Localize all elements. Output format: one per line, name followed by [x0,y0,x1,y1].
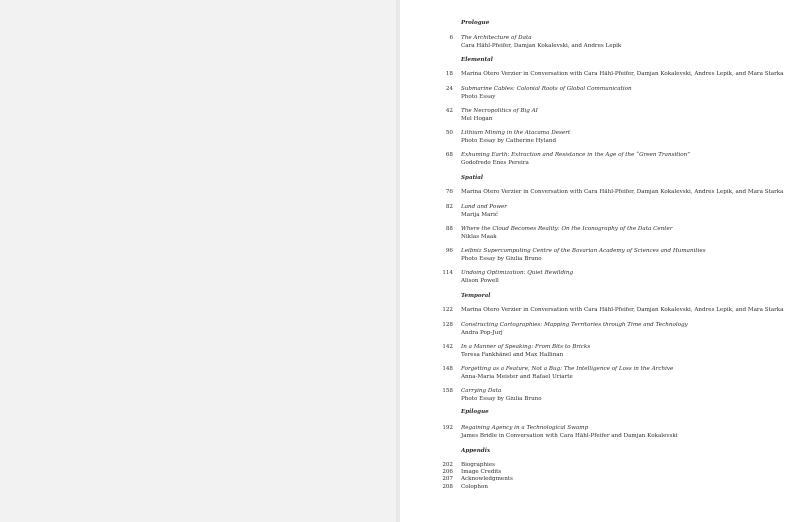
entry-credit: Teresa Fankhänel and Max Hallinan [461,352,564,358]
page-number: 142 [442,344,453,350]
page-number: 192 [442,425,453,431]
appendix-title: Image Credits [461,469,502,475]
entry-title: Lithium Mining in the Atacama Desert [461,130,571,136]
entry-credit: Photo Essay [461,94,496,100]
page-number: 24 [445,86,453,92]
page-number: 96 [445,248,453,254]
page-number: 208 [442,484,453,490]
entry-title: The Architecture of Data [461,35,532,41]
entry-credit: Anna-Maria Meister and Rafael Uriarte [461,374,573,380]
page-number: 114 [442,270,453,276]
entry-title: Where the Cloud Becomes Reality: On the Iconography of the Data Center [461,226,673,232]
page-number: 202 [442,462,453,468]
entry-title: Submarine Cables: Colonial Roots of Global Communication [461,86,632,92]
entry-credit: Godofredo Enes Pereira [461,160,529,166]
entry-title: Exhuming Earth: Extraction and Resistance in the Age of the “Green Transition” [461,152,691,158]
page-number: 88 [445,226,453,232]
page-number: 42 [445,108,453,114]
right-page [400,0,800,522]
entry-title: Marina Otero Verzier in Conversation with Cara Hähl-Pfeifer, Damjan Kokalevski, Andres Lepik, and Mara Starka [461,307,784,313]
entry-credit: Alison Powell [461,278,499,284]
entry-title: Land and Power [461,204,507,210]
section-heading: Temporal [461,293,491,299]
page-number: 68 [445,152,453,158]
entry-credit: Andra Pop-Jurj [461,330,503,336]
entry-credit: Niklas Maak [461,234,497,240]
page-number: 76 [445,189,453,195]
section-heading: Appendix [461,448,491,454]
page-number: 6 [449,35,453,41]
entry-title: Undoing Optimization: Quiet Rewilding [461,270,574,276]
page-number: 128 [442,322,453,328]
page-number: 158 [442,388,453,394]
page-number: 207 [442,476,453,482]
entry-credit: Photo Essay by Catherine Hyland [461,138,557,144]
entry-title: Constructing Cartographies: Mapping Territories through Time and Technology [461,322,688,328]
entry-title: Leibniz Supercomputing Centre of the Bavarian Academy of Sciences and Humanities [461,248,706,254]
entry-title: Forgetting as a Feature, Not a Bug: The Intelligence of Loss in the Archive [461,366,674,372]
entry-credit: Mel Hogan [461,116,493,122]
table-of-contents [400,0,800,522]
entry-credit: James Bridle in Conversation with Cara Hähl-Pfeifer and Damjan Kokalevski [461,433,678,439]
page-number: 50 [445,130,453,136]
page-number: 82 [445,204,453,210]
section-heading: Spatial [461,175,484,181]
entry-title: In a Manner of Speaking: From Bits to Bricks [461,344,591,350]
appendix-title: Acknowledgments [461,476,513,482]
entry-credit: Photo Essay by Giulia Bruno [461,256,542,262]
entry-credit: Marija Marić [461,212,499,218]
entry-title: Marina Otero Verzier in Conversation with Cara Hähl-Pfeifer, Damjan Kokalevski, Andres Lepik, and Mara Starka [461,189,784,195]
entry-title: Regaining Agency in a Technological Swamp [461,425,589,431]
page-number: 18 [445,71,453,77]
entry-title: Carrying Data [461,388,502,394]
appendix-title: Biographies [461,462,496,468]
entry-credit: Photo Essay by Giulia Bruno [461,396,542,402]
section-heading: Elemental [461,57,493,63]
entry-credit: Cara Hähl-Pfeifer, Damjan Kokalevski, and Andres Lepik [461,43,622,49]
page-number: 148 [442,366,453,372]
entry-title: Marina Otero Verzier in Conversation with Cara Hähl-Pfeifer, Damjan Kokalevski, Andres Lepik, and Mara Starka [461,71,784,77]
page-number: 206 [442,469,453,475]
page-number: 122 [442,307,453,313]
section-heading: Prologue [461,20,490,26]
section-heading: Epilogue [461,409,489,415]
entry-title: The Necropolitics of Big AI [461,108,538,114]
appendix-title: Colophon [461,484,488,490]
